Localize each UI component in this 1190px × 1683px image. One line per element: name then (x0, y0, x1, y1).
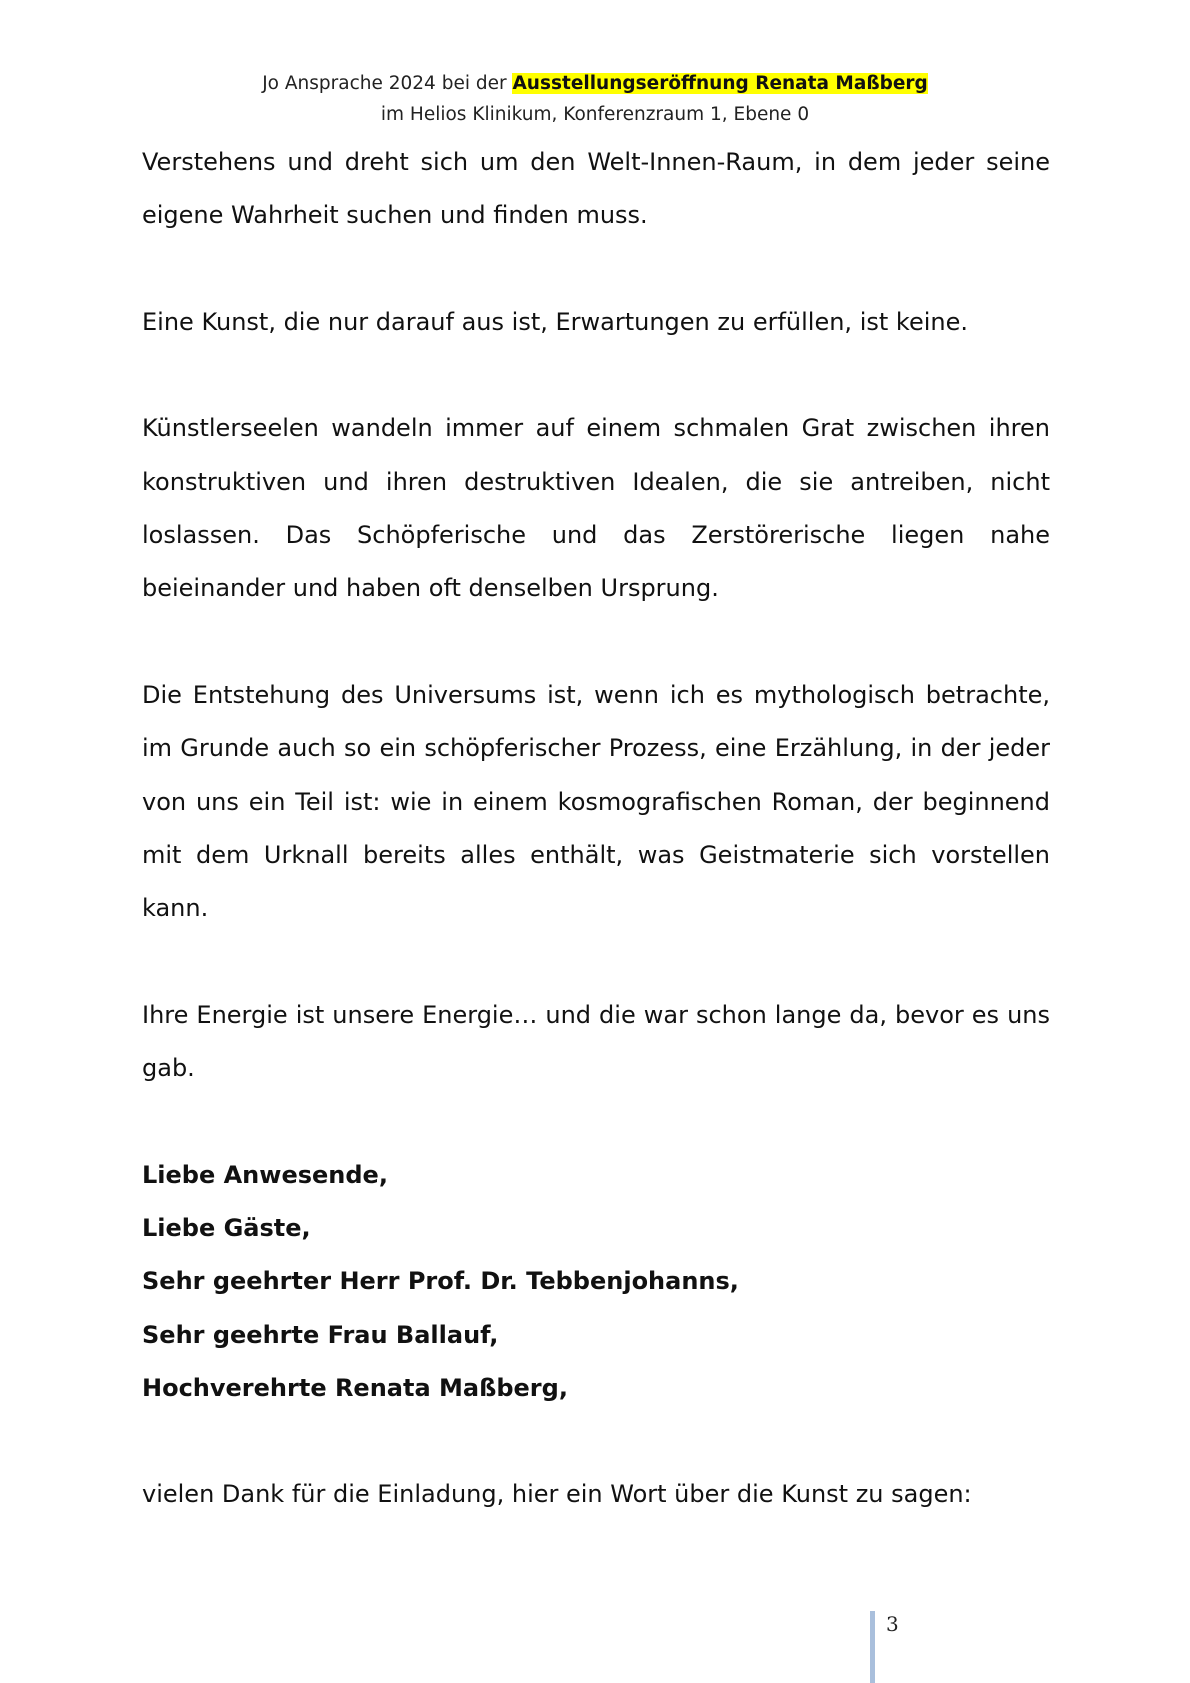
page-number: 3 (886, 1612, 899, 1636)
document-body (142, 136, 1050, 1575)
salutation-line: Sehr geehrter Herr Prof. Dr. Tebbenjohanns, (142, 1267, 739, 1296)
salutation-line: Hochverehrte Renata Maßberg, (142, 1373, 568, 1402)
page-number-rule (870, 1611, 875, 1683)
paragraph: Ihre Energie ist unsere Energie… und die war schon lange da, bevor es uns gab. (142, 1000, 1050, 1083)
paragraph: Künstlerseelen wandeln immer auf einem schmalen Grat zwischen ihren konstruktiven und ihren destruktiven Idealen, die sie antreiben, nicht loslassen. Das Schöpferische und das Zerstörerische liegen nahe beieinander und haben oft denselben Ursprung. (142, 414, 1050, 603)
paragraph: Eine Kunst, die nur darauf aus ist, Erwartungen zu erfüllen, ist keine. (142, 307, 968, 336)
document-header (0, 68, 1190, 130)
header-line-2: im Helios Klinikum, Konferenzraum 1, Ebene 0 (380, 104, 810, 125)
header-highlight: Ausstellungseröffnung Renata Maßberg (512, 73, 928, 94)
salutation-line: Sehr geehrte Frau Ballauf, (142, 1320, 499, 1349)
salutation-block (142, 1149, 1050, 1415)
closing-paragraph: vielen Dank für die Einladung, hier ein Wort über die Kunst zu sagen: (142, 1480, 972, 1509)
salutation-line: Liebe Anwesende, (142, 1160, 388, 1189)
paragraph: Die Entstehung des Universums ist, wenn ich es mythologisch betrachte, im Grunde auch so ein schöpferischer Prozess, eine Erzählung, in der jeder von uns ein Teil ist: wie in einem kosmografischen Roman, der beginnend mit dem Urknall bereits alles enthält, was Geistmaterie sich vorstellen kann. (142, 680, 1050, 923)
header-prefix: Jo Ansprache 2024 bei der (262, 73, 513, 94)
paragraph: Verstehens und dreht sich um den Welt-Innen-Raum, in dem jeder seine eigene Wahrheit suchen und finden muss. (142, 148, 1050, 230)
header-line-1 (0, 68, 1190, 99)
salutation-line: Liebe Gäste, (142, 1213, 311, 1242)
